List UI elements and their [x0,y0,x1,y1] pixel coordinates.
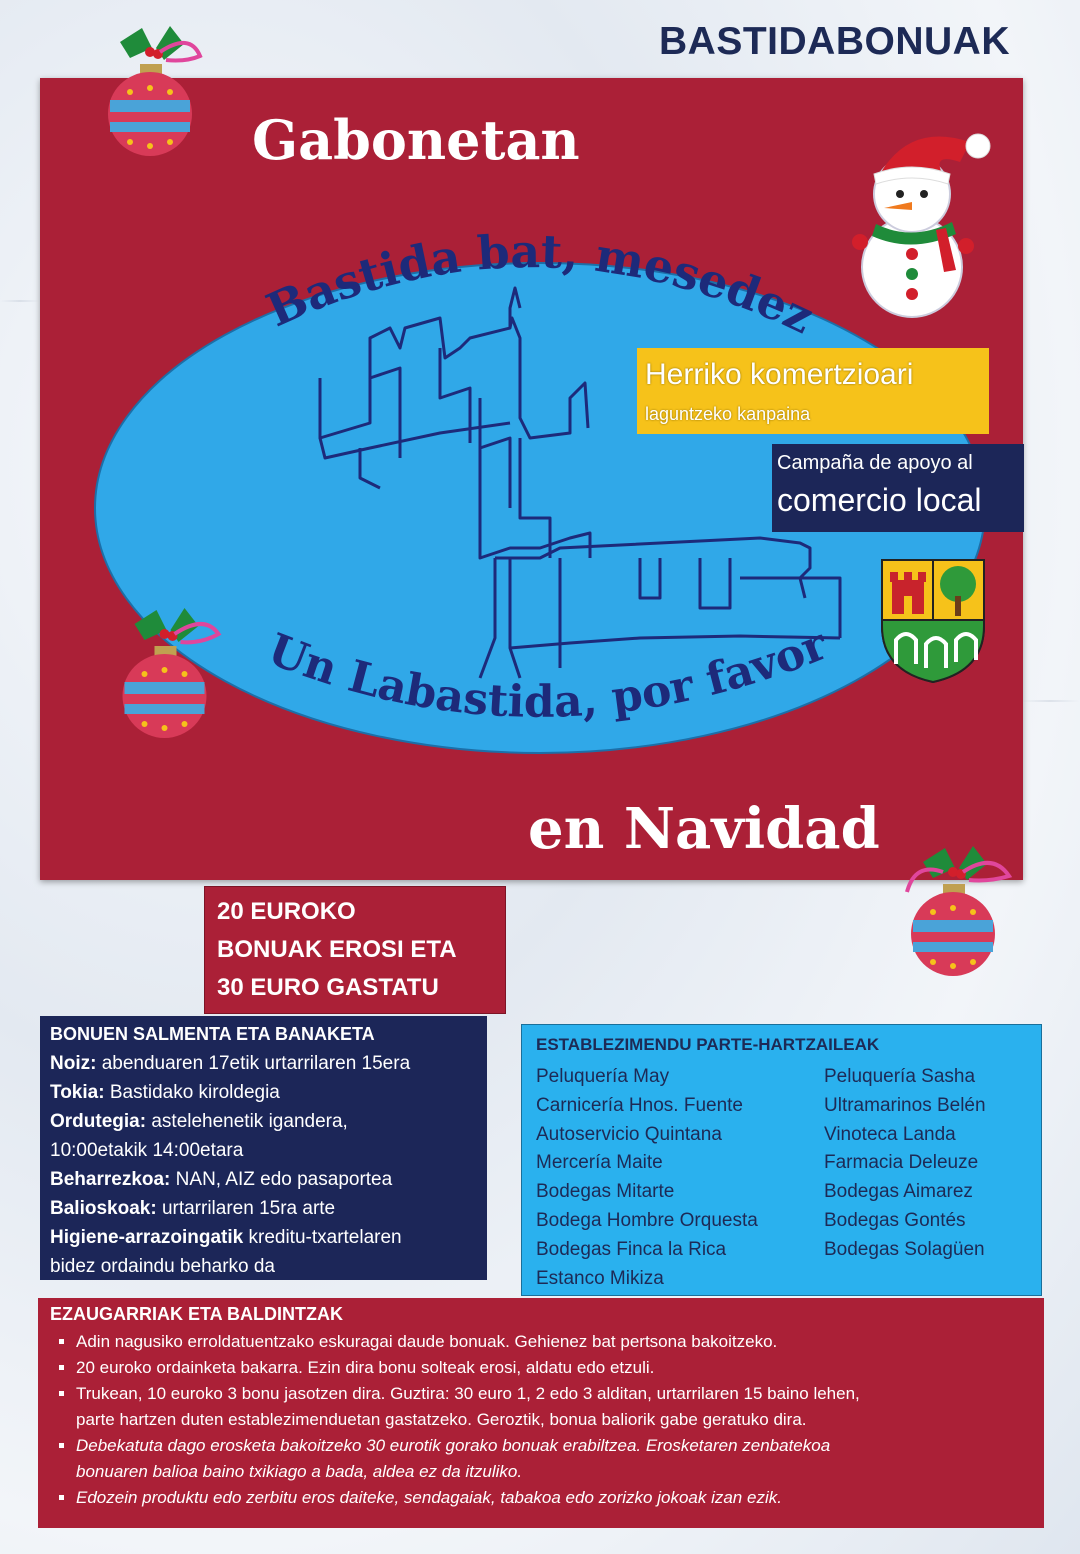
sales-row: Beharrezkoa: NAN, AIZ edo pasaportea [50,1169,393,1190]
shop-item: Bodegas Solagüen [824,1238,985,1260]
ornament-icon [112,604,227,754]
shop-item: Peluquería Sasha [824,1066,976,1087]
basque-line-1: Herriko komertzioari [645,358,914,391]
shop-item: Vinoteca Landa [824,1123,956,1145]
shop-item: Estanco Mikiza [536,1267,664,1289]
title-bottom: en Navidad [528,796,880,862]
shop-item: Autoservicio Quintana [536,1123,722,1145]
shop-item: Bodega Hombre Orquesta [536,1209,758,1231]
sales-row: bidez ordaindu beharko da [50,1256,276,1277]
terms-item-continued: bonuaren balioa baino txikiago a bada, aldea ez da itzuliko. [76,1462,523,1481]
shops-column-left [536,1063,758,1293]
ornament-icon [898,842,1018,992]
shop-item: Peluquería May [536,1066,670,1087]
snowman-icon [840,122,1000,322]
offer-line: 20 EUROKO [217,898,356,925]
shops-column-right [824,1063,986,1265]
shop-item: Bodegas Mitarte [536,1181,675,1203]
spanish-campaign-box [772,444,1024,532]
terms-item: ▪ Adin nagusiko erroldatuentzako eskuragai daude bonuak. Gehienez bat pertsona bakoitzeko. [76,1329,1032,1355]
terms-item-continued: parte hartzen duten establezimenduetan gastatzeko. Geroztik, bonua baliorik gabe geratuko dira. [76,1410,807,1429]
sales-heading: BONUEN SALMENTA ETA BANAKETA [50,1024,375,1044]
ornament-icon [100,22,210,172]
shop-item: Mercería Maite [536,1152,663,1174]
arc-bottom-text: Un Labastida, por favor [261,618,835,728]
brand-title: BASTIDABONUAK [659,20,1010,63]
sales-row: 10:00etakik 14:00etara [50,1140,244,1161]
shop-item: Ultramarinos Belén [824,1094,986,1116]
coat-of-arms-icon [878,556,988,686]
sales-row: Noiz: abenduaren 17etik urtarrilaren 15era [50,1053,411,1074]
terms-heading: EZAUGARRIAK ETA BALDINTZAK [50,1304,343,1324]
terms-list [50,1329,1032,1511]
sales-row: Higiene-arrazoingatik kreditu-txartelaren [50,1227,402,1248]
spanish-line-1: Campaña de apoyo al [777,452,973,474]
terms-box [38,1298,1044,1528]
terms-item: ▪ Trukean, 10 euroko 3 bonu jasotzen dira. Guztira: 30 euro 1, 2 edo 3 alditan, urtarrilaren 15 baino lehen, [76,1381,1032,1407]
shops-heading: ESTABLEZIMENDU PARTE-HARTZAILEAK [536,1035,880,1054]
poster-panel [40,78,1023,880]
paper-crease [0,300,40,302]
terms-item: ▪ Debekatuta dago erosketa bakoitzeko 30 eurotik gorako bonuak erabiltzea. Erosketaren zenbatekoa [76,1433,1032,1459]
shop-item: Carnicería Hnos. Fuente [536,1094,743,1116]
sales-row: Tokia: Bastidako kiroldegia [50,1082,280,1103]
sales-row: Ordutegia: astelehenetik igandera, [50,1111,348,1132]
terms-item: ▪ 20 euroko ordainketa bakarra. Ezin dira bonu solteak erosi, aldatu edo etzuli. [76,1355,1032,1381]
sales-info-box [40,1016,487,1280]
shop-item: Farmacia Deleuze [824,1152,979,1174]
paper-crease [1020,700,1080,702]
spanish-line-2: comercio local [777,482,982,518]
offer-line: 30 EURO GASTATU [217,974,439,1001]
participating-shops-box [521,1024,1042,1296]
basque-line-2: laguntzeko kanpaina [645,404,811,424]
title-top: Gabonetan [252,108,580,172]
shop-item: Bodegas Aimarez [824,1181,973,1203]
shop-item: Bodegas Gontés [824,1209,966,1231]
shop-item: Bodegas Finca la Rica [536,1238,727,1260]
offer-box [204,886,506,1014]
arc-top-text: Bastida bat, mesedez [258,224,822,345]
offer-line: BONUAK EROSI ETA [217,936,457,963]
sales-row: Balioskoak: urtarrilaren 15ra arte [50,1198,336,1219]
terms-item: ▪ Edozein produktu edo zerbitu eros daiteke, sendagaiak, tabakoa edo zorizko jokoak izan ezik. [76,1485,1032,1511]
basque-campaign-box [637,348,989,434]
